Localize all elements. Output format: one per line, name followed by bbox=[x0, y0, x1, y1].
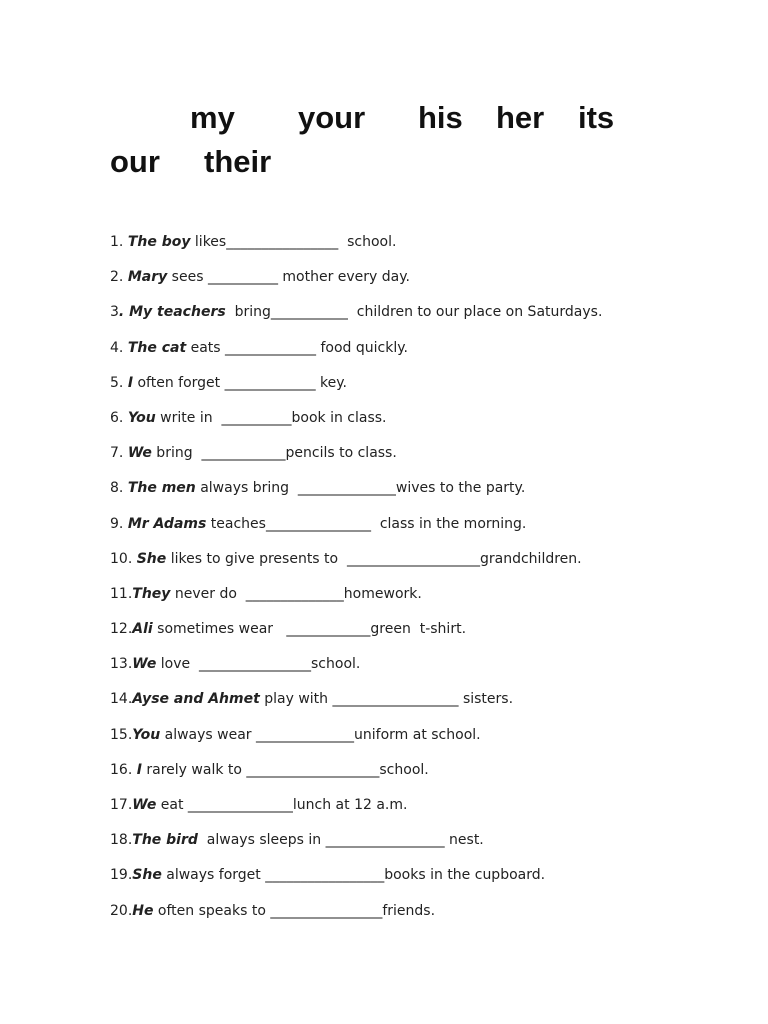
word-bank-line-1 bbox=[110, 96, 630, 140]
exercise-subject: You bbox=[132, 726, 161, 743]
exercise-subject: She bbox=[136, 550, 167, 567]
exercise-text: eats _____________ food quickly. bbox=[186, 339, 408, 356]
exercise-item bbox=[110, 861, 670, 896]
exercise-subject: Mary bbox=[127, 269, 168, 286]
exercise-number: 2. bbox=[110, 269, 128, 286]
exercise-text: likes________________ school. bbox=[190, 234, 397, 250]
exercise-subject: I bbox=[127, 374, 134, 391]
exercise-subject: I bbox=[136, 761, 142, 778]
exercise-number: 14. bbox=[110, 691, 133, 708]
exercise-number: 7. bbox=[110, 445, 128, 462]
exercise-subject: Ayse and Ahmet bbox=[132, 691, 260, 708]
exercise-number: 6. bbox=[110, 409, 128, 426]
exercise-text: bring___________ children to our place on Saturdays. bbox=[225, 304, 603, 321]
exercise-subject: They bbox=[132, 585, 171, 602]
exercise-number: 17. bbox=[110, 797, 133, 813]
exercise-item bbox=[110, 650, 670, 685]
exercise-text: teaches_______________ class in the morning. bbox=[206, 515, 527, 532]
exercise-text: bring ____________pencils to class. bbox=[151, 445, 397, 462]
exercise-subject: The men bbox=[127, 480, 196, 497]
exercise-number: 10. bbox=[110, 550, 137, 567]
exercise-subject: We bbox=[132, 656, 157, 673]
exercise-item bbox=[110, 756, 670, 791]
exercise-item bbox=[110, 791, 670, 826]
exercise-item bbox=[110, 334, 670, 369]
exercise-text: always bring ______________wives to the party. bbox=[195, 480, 526, 497]
exercise-number: 15. bbox=[110, 726, 133, 743]
exercise-text: never do ______________homework. bbox=[170, 585, 422, 602]
word-bank-word: my bbox=[190, 100, 235, 135]
word-bank bbox=[110, 96, 630, 184]
exercise-item bbox=[110, 545, 670, 580]
exercise-item bbox=[110, 510, 670, 545]
exercise-item bbox=[110, 404, 670, 439]
exercise-text: likes to give presents to ___________________grandchildren. bbox=[166, 550, 582, 567]
exercise-text: eat _______________lunch at 12 a.m. bbox=[156, 797, 408, 813]
exercise-subject: Mr Adams bbox=[127, 515, 207, 532]
exercise-subject: She bbox=[132, 867, 162, 884]
exercise-number: 20. bbox=[110, 902, 133, 919]
exercise-subject: . My teachers bbox=[118, 304, 226, 321]
exercise-item bbox=[110, 439, 670, 474]
exercise-text: love ________________school. bbox=[156, 656, 361, 673]
exercise-subject: The boy bbox=[127, 234, 191, 250]
exercise-item bbox=[110, 615, 670, 650]
exercise-item bbox=[110, 298, 670, 333]
exercise-number: 1. bbox=[110, 234, 128, 250]
exercise-item bbox=[110, 580, 670, 615]
exercise-text: rarely walk to ___________________school. bbox=[141, 761, 429, 778]
exercise-subject: We bbox=[127, 445, 152, 462]
exercise-text: write in __________book in class. bbox=[155, 409, 387, 426]
exercise-number: 13. bbox=[110, 656, 133, 673]
exercise-subject: You bbox=[127, 409, 156, 426]
exercise-text: sometimes wear ____________green t-shirt. bbox=[152, 621, 467, 638]
exercise-subject: The cat bbox=[127, 339, 187, 356]
exercise-subject: He bbox=[132, 902, 154, 919]
exercise-number: 9. bbox=[110, 515, 128, 532]
exercise-subject: Ali bbox=[132, 621, 153, 638]
word-bank-line-2 bbox=[110, 140, 630, 184]
exercise-text: always forget _________________books in the cupboard. bbox=[161, 867, 546, 884]
exercise-item bbox=[110, 685, 670, 720]
exercise-item bbox=[110, 826, 670, 861]
exercise-number: 18. bbox=[110, 832, 133, 849]
exercise-subject: We bbox=[132, 797, 157, 813]
exercise-number: 5. bbox=[110, 374, 128, 391]
exercise-item bbox=[110, 369, 670, 404]
exercise-item bbox=[110, 721, 670, 756]
exercise-number: 4. bbox=[110, 339, 128, 356]
exercise-subject: The bird bbox=[132, 832, 198, 849]
exercise-item bbox=[110, 263, 670, 298]
exercise-item bbox=[110, 228, 670, 263]
exercise-item bbox=[110, 897, 670, 932]
word-bank-word: their bbox=[204, 144, 272, 179]
exercise-number: 3 bbox=[110, 304, 119, 321]
word-bank-word: her bbox=[496, 100, 545, 135]
word-bank-word: its bbox=[578, 100, 615, 135]
word-bank-word: your bbox=[298, 100, 366, 135]
word-bank-word: our bbox=[110, 144, 160, 179]
exercise-number: 16. bbox=[110, 761, 137, 778]
exercise-number: 11. bbox=[110, 585, 133, 602]
exercise-number: 8. bbox=[110, 480, 128, 497]
exercise-number: 19. bbox=[110, 867, 133, 884]
exercise-text: always wear ______________uniform at school. bbox=[160, 726, 481, 743]
exercise-text: always sleeps in _________________ nest. bbox=[197, 832, 484, 849]
exercise-text: often forget _____________ key. bbox=[133, 374, 348, 391]
word-bank-word: his bbox=[418, 100, 463, 135]
exercise-text: often speaks to ________________friends. bbox=[153, 902, 436, 919]
exercise-text: play with __________________ sisters. bbox=[259, 691, 514, 708]
exercise-list bbox=[110, 228, 670, 932]
exercise-text: sees __________ mother every day. bbox=[167, 269, 410, 286]
exercise-item bbox=[110, 474, 670, 509]
exercise-number: 12. bbox=[110, 621, 133, 638]
